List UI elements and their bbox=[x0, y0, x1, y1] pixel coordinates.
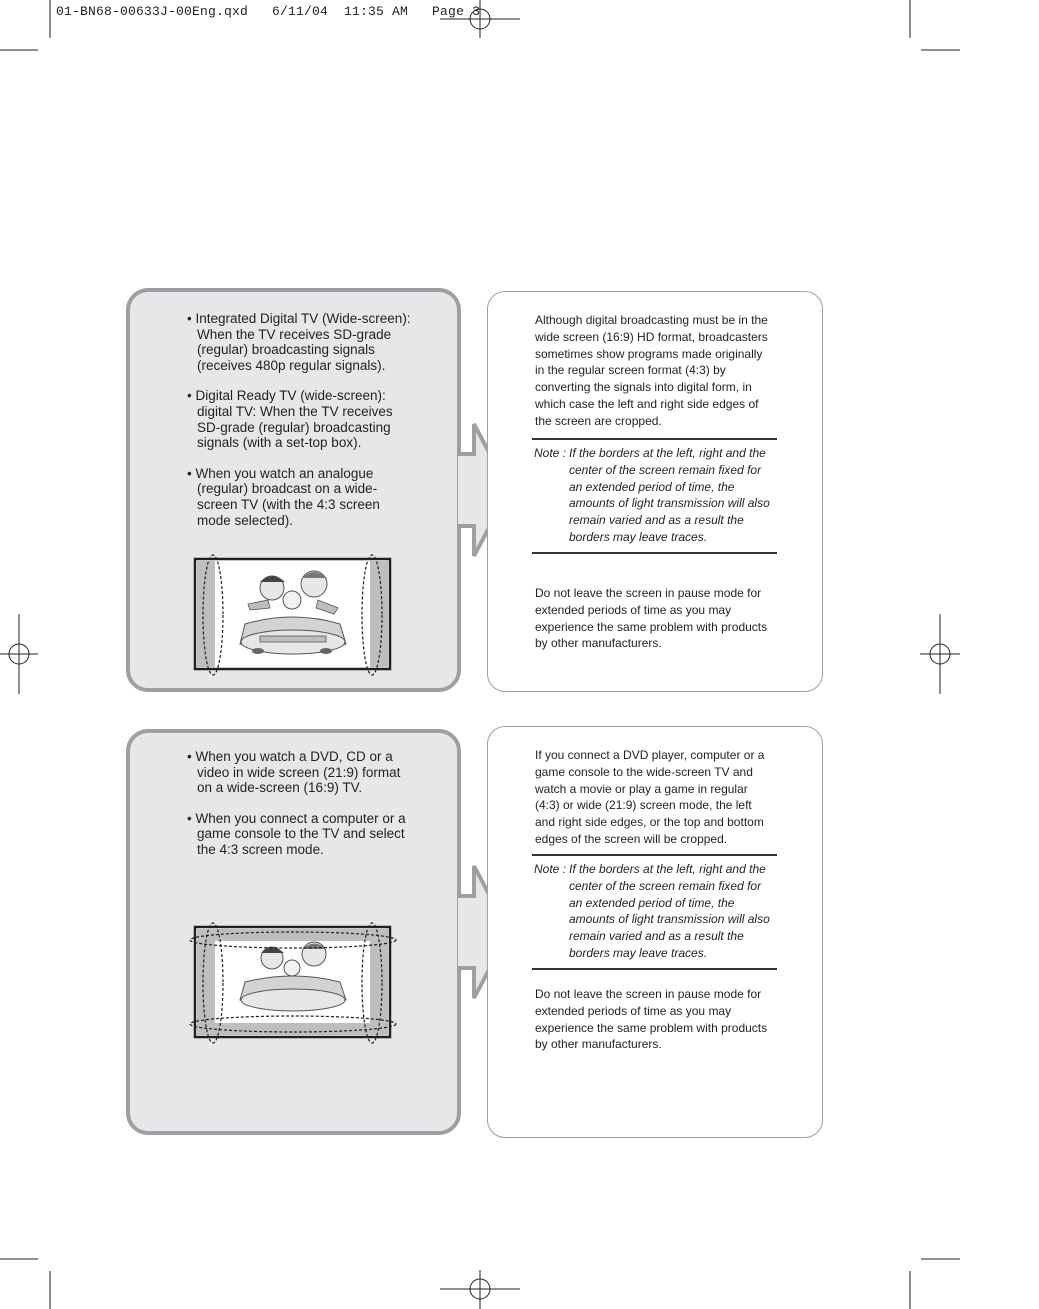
note-body: If the borders at the left, right and the center of the screen remain fixed for an extended period of time, the amounts of light transmission will also remain varied and as a result the borders may leave traces. bbox=[569, 862, 770, 960]
file-slug-header: 01-BN68-00633J-00Eng.qxd 6/11/04 11:35 AM Page 3 bbox=[56, 4, 481, 19]
note-label: Note : bbox=[534, 862, 567, 876]
tv-illustration-icon bbox=[188, 920, 398, 1046]
list-item: • Integrated Digital TV (Wide-screen): When the TV receives SD-grade (regular) broadcasting signals (receives 480p regular signals). bbox=[187, 311, 411, 373]
section1-intro-text: Although digital broadcasting must be in the wide screen (16:9) HD format, broadcasters sometimes show programs made originally in the regular screen format (4:3) by converting the signals into digital form, in which case the left and right side edges of the screen are cropped. bbox=[535, 313, 768, 428]
tv-illustration-icon bbox=[188, 552, 398, 678]
section1-bullet-list bbox=[187, 311, 412, 543]
list-item: • When you connect a computer or a game console to the TV and select the 4:3 screen mode. bbox=[187, 810, 406, 857]
list-item: • When you watch an analogue (regular) broadcast on a wide-screen TV (with the 4:3 screen mode selected). bbox=[187, 465, 380, 528]
section2-closing-text: Do not leave the screen in pause mode for extended periods of time as you may experience the same problem with products by other manufacturers. bbox=[535, 987, 768, 1052]
section2-bullet-list bbox=[187, 749, 415, 873]
note-label: Note : bbox=[534, 446, 567, 460]
list-item: • When you watch a DVD, CD or a video in wide screen (21:9) format on a wide-screen (16:9) TV. bbox=[187, 749, 401, 796]
section1-note bbox=[532, 438, 777, 554]
note-body: If the borders at the left, right and the center of the screen remain fixed for an extended period of time, the amounts of light transmission will also remain varied and as a result the borders may leave traces. bbox=[569, 446, 770, 544]
section1-closing-text: Do not leave the screen in pause mode for extended periods of time as you may experience the same problem with products by other manufacturers. bbox=[535, 586, 768, 651]
list-item: • Digital Ready TV (wide-screen): digital TV: When the TV receives SD-grade (regular) broadcasting signals (with a set-top box). bbox=[187, 388, 393, 451]
section2-note bbox=[532, 854, 777, 970]
section2-intro-text: If you connect a DVD player, computer or a game console to the wide-screen TV and watch a movie or play a game in regular (4:3) or wide (21:9) screen mode, the left and right side edges, or the top and bottom edges of the screen will be cropped. bbox=[535, 748, 765, 846]
